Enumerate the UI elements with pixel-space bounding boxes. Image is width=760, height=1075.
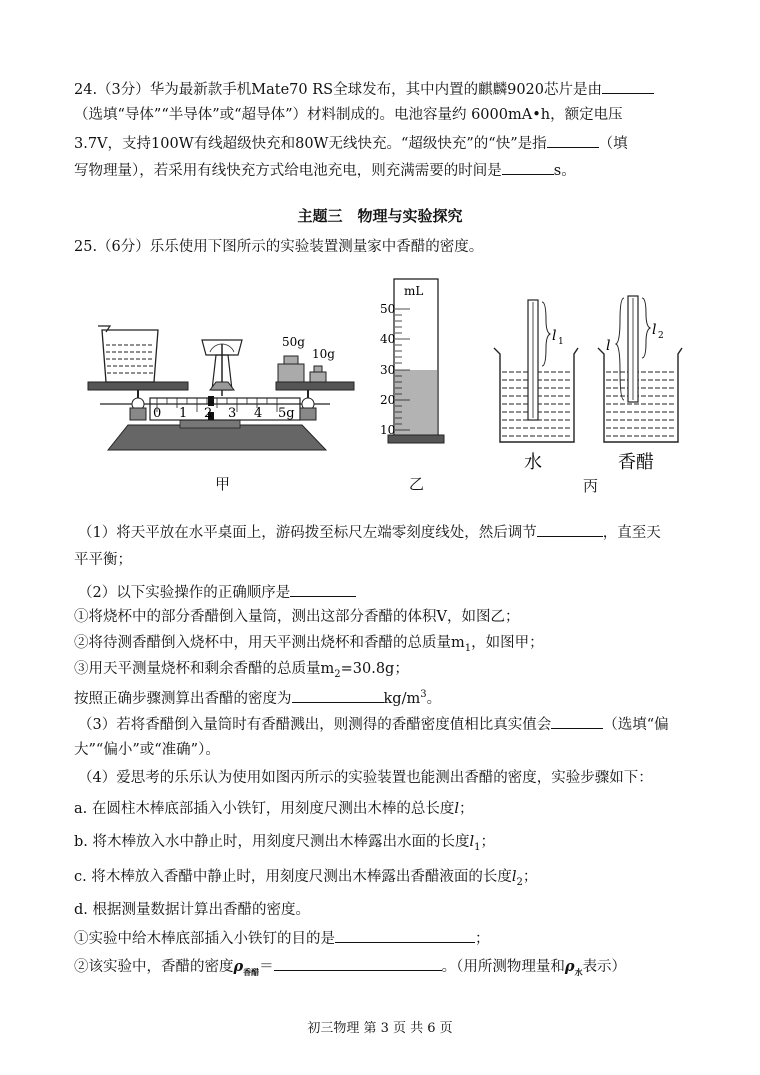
figure-caption-bing: 丙: [583, 477, 599, 495]
sub-q2-end: 表示）: [582, 959, 627, 975]
step-a-symbol: l: [454, 801, 460, 817]
scale-label: 1: [179, 406, 188, 421]
label-l1: l: [552, 328, 557, 344]
label-l2-sub: 2: [658, 331, 664, 341]
balance-figure: [80, 300, 360, 460]
tick-label: 40: [380, 332, 396, 346]
weight-label-10g: 10g: [312, 347, 335, 361]
step2-sub: 1: [464, 642, 472, 654]
answer-blank[interactable]: [502, 159, 554, 175]
rho-sub: 香醋: [243, 966, 260, 977]
q25-step-c: [74, 867, 537, 893]
rider-marker: [208, 396, 214, 406]
page-footer: 初三物理 第 3 页 共 6 页: [307, 1021, 453, 1036]
answer-blank[interactable]: [547, 132, 599, 148]
step-c-end: ；: [522, 869, 538, 885]
cylinder-liquid: [395, 370, 437, 436]
q24-text-4: 写物理量），若采用有线快充方式给电池充电，则充满需要的时间是: [74, 163, 502, 179]
step-b-sub: 1: [474, 841, 481, 853]
label-l2: l: [652, 322, 657, 338]
q25-p4: （4）爱思考的乐乐认为使用如图丙所示的实验装置也能测出香醋的密度，实验步骤如下：: [78, 770, 653, 786]
weight-label-50g: 50g: [282, 335, 305, 349]
tick-label: 20: [380, 393, 396, 407]
rho-symbol: ρ: [233, 958, 244, 975]
sub-q1-end: ；: [475, 931, 490, 947]
result-text: 按照正确步骤测算出香醋的密度为: [74, 690, 292, 707]
q25-p3-cont: 大”“偏小”或“准确”）。: [74, 742, 220, 758]
q25-result: [74, 685, 441, 709]
step-a-text: a. 在圆柱木棒底部插入小铁钉，用刻度尺测出木棒的总长度: [74, 801, 455, 817]
result-sup: 3: [420, 689, 427, 700]
q24-text-1: 24.（3分）华为最新款手机Mate70 RS全球发布，其中内置的麒麟9020芯片是由: [74, 82, 602, 98]
tick-label: 30: [380, 363, 396, 377]
q25-p1-cont: 平平衡；: [74, 552, 132, 568]
q25-p3-text: （3）若将香醋倒入量筒时有香醋溅出，则测得的香醋密度值相比真实值会: [78, 717, 552, 733]
answer-blank[interactable]: [537, 521, 603, 537]
tick-label: 50: [380, 302, 396, 316]
step-c-symbol: l: [511, 869, 517, 885]
figure-caption-yi: 乙: [409, 475, 425, 493]
scale-label: 0: [153, 406, 162, 421]
scale-label: 2: [204, 406, 213, 421]
figure-caption-jia: 甲: [215, 475, 231, 493]
step-b-text: b. 将木棒放入水中静止时，用刻度尺测出木棒露出水面的长度: [74, 834, 470, 850]
label-vinegar: 香醋: [618, 452, 654, 473]
q25-step2: [74, 633, 544, 659]
q24-text-3: 3.7V，支持100W有线超级快充和80W无线快充。“超级快充”的“快”是指: [74, 136, 547, 152]
q25-p3-text-b: （选填“偏: [603, 717, 669, 733]
q25-sub-q2: [74, 955, 626, 982]
q24-line3: [74, 132, 628, 154]
q25-p1-text: （1）将天平放在水平桌面上，游码拨至标尺左端零刻度线处，然后调节: [78, 525, 537, 541]
rho-water-symbol: ρ: [564, 958, 575, 975]
result-unit: kg/m: [383, 690, 421, 707]
step-b-end: ；: [480, 834, 496, 850]
step-b-symbol: l: [469, 834, 475, 850]
answer-blank[interactable]: [335, 927, 475, 943]
rho-water-sub: 水: [574, 966, 583, 977]
section-title: 主题三 物理与实验探究: [297, 207, 463, 225]
q24-line2: [74, 105, 623, 125]
unit-label: mL: [404, 284, 424, 298]
label-l: l: [606, 338, 611, 354]
answer-blank[interactable]: [292, 687, 384, 703]
q25-sub-q1: [74, 927, 490, 949]
label-l1-sub: 1: [558, 337, 564, 347]
q25-p1: [78, 521, 661, 543]
floating-rod-figure: [488, 292, 698, 477]
answer-blank[interactable]: [551, 713, 603, 729]
q25-p3: [78, 713, 669, 735]
q25-step-a: [74, 799, 474, 819]
scale-label: 3: [228, 406, 237, 421]
sub-q2-text: ②该实验中，香醋的密度: [74, 959, 234, 975]
step3-sub: 2: [334, 668, 341, 680]
q25-intro: 25.（6分）乐乐使用下图所示的实验装置测量家中香醋的密度。: [74, 239, 484, 255]
tick-label: 10: [380, 423, 396, 437]
step-c-text: c. 将木棒放入香醋中静止时，用刻度尺测出木棒露出香醋液面的长度: [74, 869, 512, 885]
answer-blank[interactable]: [274, 955, 442, 971]
answer-blank[interactable]: [602, 78, 654, 94]
q24-line1: [74, 78, 654, 100]
step3-text: ③用天平测量烧杯和剩余香醋的总质量m: [74, 661, 335, 677]
sub-q2-text-b: 。（用所测物理量和: [441, 959, 565, 975]
q25-step1: ①将烧杯中的部分香醋倒入量筒，测出这部分香醋的体积V，如图乙；: [74, 609, 520, 625]
q24-text-2: （选填“导体”“半导体”或“超导体”）材料制成的。电池容量约 6000mA•h，额定电压: [74, 107, 623, 123]
q24-text-4b: s。: [553, 163, 576, 179]
step-a-end: ；: [459, 801, 474, 817]
step3-text-b: =30.8g；: [340, 661, 409, 677]
q25-step-d: d. 根据测量数据计算出香醋的密度。: [74, 902, 310, 918]
equals-sign: ＝: [259, 959, 274, 975]
q25-step3: [74, 659, 409, 685]
q24-text-3b: （填: [598, 136, 628, 152]
q25-p1-text-b: ，直至天: [602, 525, 661, 541]
q25-p2-text: （2）以下实验操作的正确顺序是: [78, 585, 291, 601]
step-c-sub: 2: [516, 876, 523, 888]
scale-label: 5g: [278, 406, 295, 421]
graduated-cylinder-figure: [380, 275, 450, 447]
q25-step-b: [74, 832, 495, 858]
label-water: 水: [524, 452, 542, 473]
scale-label: 4: [254, 406, 263, 421]
result-end: 。: [426, 690, 442, 707]
step2-text-b: ，如图甲；: [471, 635, 544, 651]
q24-line4: [74, 159, 576, 181]
answer-blank[interactable]: [290, 581, 356, 597]
step2-text: ②将待测香醋倒入烧杯中，用天平测出烧杯和香醋的总质量m: [74, 635, 465, 651]
q25-p2: [78, 581, 356, 603]
sub-q1-text: ①实验中给木棒底部插入小铁钉的目的是: [74, 931, 335, 947]
